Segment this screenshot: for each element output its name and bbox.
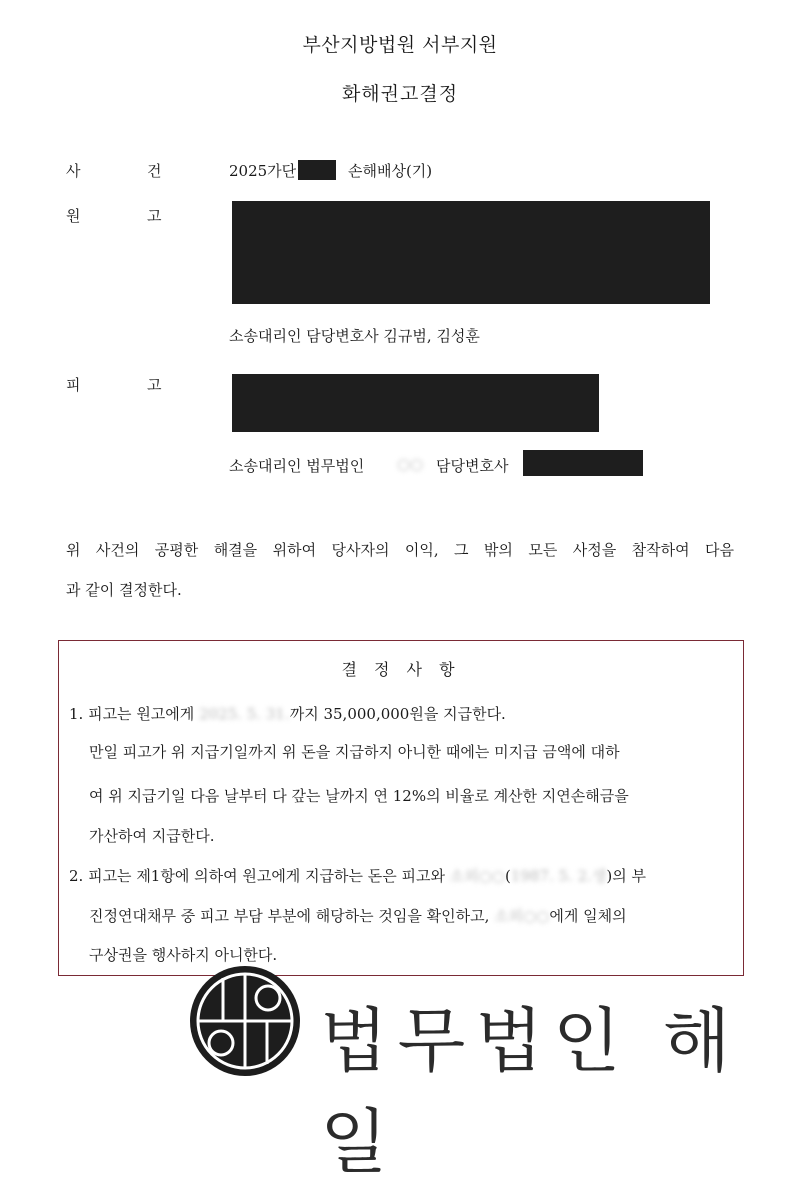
intro-line-1: 위 사건의 공평한 해결을 위하여 당사자의 이익, 그 밖의 모든 사정을 참작하여 다음 [66, 541, 734, 559]
intro-paragraph [66, 530, 746, 610]
item2-name-blurred: 소외○○ [449, 867, 505, 885]
defendant-label-2: 고 [147, 376, 162, 394]
defendant-agent-prefix: 소송대리인 법무법인 [229, 457, 365, 475]
item1-line-3: 여 위 지급기일 다음 날부터 다 갚는 날까지 연 12%의 비율로 계산한 지연손해금을 [89, 787, 629, 805]
item2-text-a: 2. 피고는 제1항에 의하여 원고에게 지급하는 돈은 피고와 [69, 867, 446, 885]
item1-line-2: 만일 피고가 위 지급기일까지 위 돈을 지급하지 아니한 때에는 미지급 금액에 대하 [89, 743, 620, 761]
defendant-attorney-redaction [523, 450, 643, 476]
document-title: 화해권고결정 [341, 83, 459, 105]
item1-date-blurred: 2025. 5. 31. [199, 705, 290, 723]
decision-title: 결 정 사 항 [341, 660, 461, 679]
item2-line2-b: 에게 일체의 [549, 907, 627, 925]
item2-paren-open: ( [504, 867, 511, 885]
item2-line-3: 구상권을 행사하지 아니한다. [89, 946, 278, 964]
case-label-1: 사 [66, 162, 81, 180]
item2-name2-blurred: 소외○○ [494, 907, 550, 925]
item1-line-4: 가산하여 지급한다. [89, 827, 215, 845]
firm-logo [188, 964, 302, 1078]
item2-text-b: )의 부 [606, 867, 647, 885]
defendant-label-1: 피 [66, 376, 81, 394]
item2-line2-a: 진정연대채무 중 피고 부담 부분에 해당하는 것임을 확인하고, [89, 907, 490, 925]
case-label-2: 건 [147, 162, 162, 180]
decision-item-1 [69, 703, 506, 724]
item2-line-2 [89, 905, 627, 926]
case-name: 손해배상(기) [348, 162, 433, 180]
plaintiff-label-2: 고 [147, 207, 162, 225]
defendant-firm-blurred: ○○ [397, 455, 424, 473]
firm-logo-mark [188, 964, 302, 1078]
case-number-redaction [298, 160, 336, 180]
decision-box [58, 640, 744, 976]
case-number: 2025가단 [229, 162, 297, 180]
defendant-redaction [232, 374, 599, 432]
court-name: 부산지방법원 서부지원 [302, 34, 498, 56]
item2-birth-blurred: 1987. 5. 2.생 [510, 867, 607, 885]
defendant-attorney-label: 담당변호사 [436, 457, 509, 475]
item1-text-a: 1. 피고는 원고에게 [69, 705, 195, 723]
plaintiff-label-1: 원 [66, 207, 81, 225]
item1-text-b: 까지 35,000,000원을 지급한다. [289, 705, 506, 723]
decision-item-2 [69, 865, 646, 886]
plaintiff-agent: 소송대리인 담당변호사 김규범, 김성훈 [229, 327, 480, 345]
intro-line-2: 과 같이 결정한다. [66, 581, 182, 599]
firm-watermark-text: 법무법인 해일 [320, 1000, 741, 1183]
plaintiff-redaction [232, 201, 710, 304]
